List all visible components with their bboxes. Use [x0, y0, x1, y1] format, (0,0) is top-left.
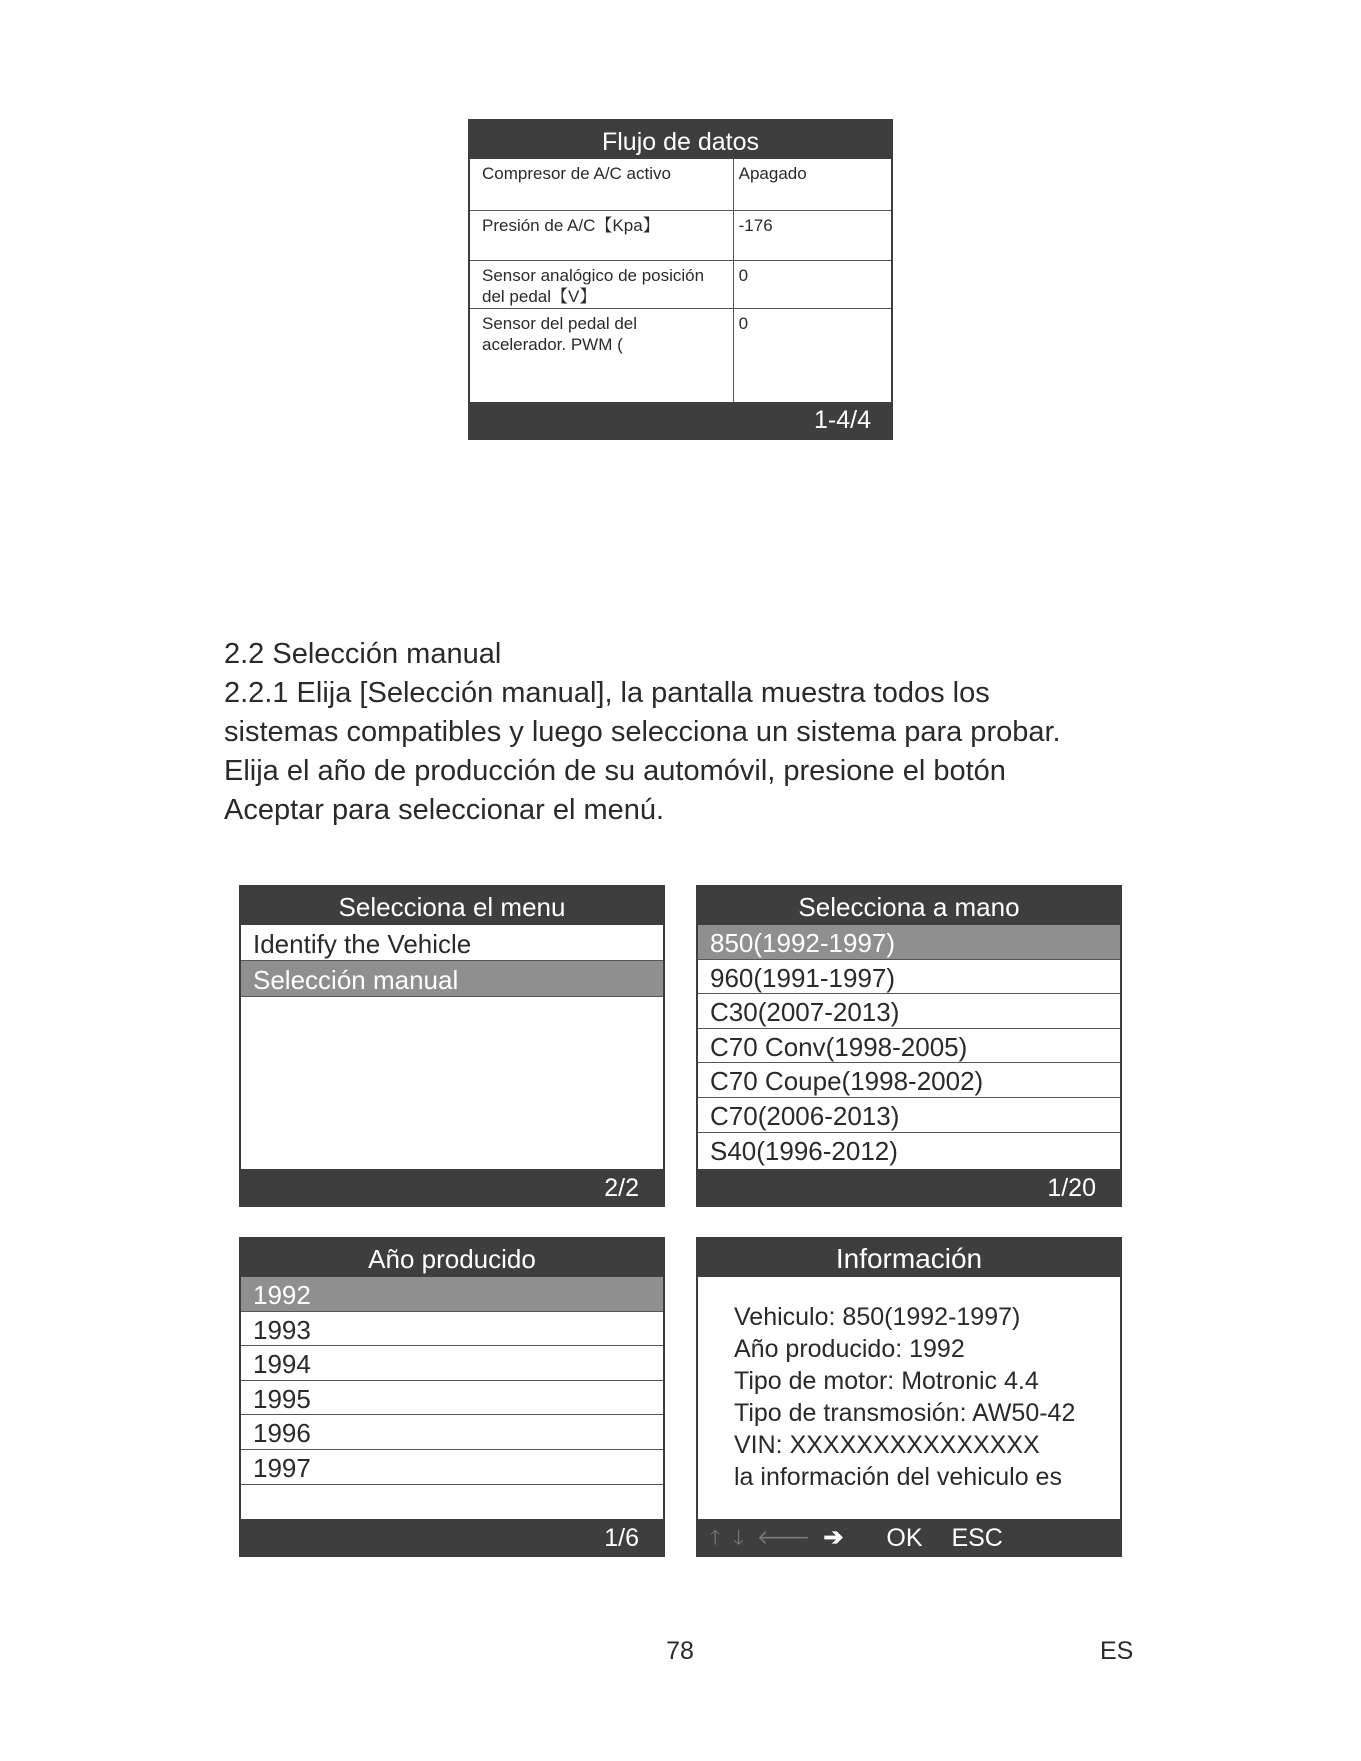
data-stream-table: [470, 159, 891, 402]
row-value: 0: [733, 260, 891, 308]
row-label: Presión de A/C【Kpa】: [470, 210, 733, 260]
row-label: Sensor del pedal del acelerador. PWM (: [482, 313, 638, 354]
list-item[interactable]: 1995: [241, 1381, 663, 1416]
info-footer: [698, 1519, 1120, 1555]
list-item[interactable]: C70 Conv(1998-2005): [698, 1029, 1120, 1064]
info-line: Año producido: 1992: [734, 1335, 965, 1363]
model-list: [698, 925, 1120, 1167]
year-title: Año producido: [241, 1239, 663, 1277]
list-item[interactable]: C70 Coupe(1998-2002): [698, 1063, 1120, 1098]
paragraph-line: 2.2.1 Elija [Selección manual], la pantalla muestra todos los: [224, 677, 990, 709]
arrow-left-icon[interactable]: 🡐: [756, 1527, 811, 1549]
list-item[interactable]: 850(1992-1997): [698, 925, 1120, 960]
list-item[interactable]: 960(1991-1997): [698, 960, 1120, 995]
select-menu-screen: [239, 885, 665, 1207]
year-page: 1/6: [241, 1519, 663, 1555]
menu-item-manual-selection[interactable]: Selección manual: [241, 961, 663, 997]
data-stream-page: 1-4/4: [470, 402, 891, 438]
table-row: [470, 159, 891, 210]
data-stream-screen: [468, 119, 893, 440]
info-line: Tipo de motor: Motronic 4.4: [734, 1367, 1039, 1395]
page-number: 78: [666, 1637, 694, 1665]
row-value: -176: [733, 210, 891, 260]
select-menu-page: 2/2: [241, 1169, 663, 1205]
list-item[interactable]: S40(1996-2012): [710, 1135, 898, 1166]
paragraph-line: Elija el año de producción de su automóvil, presione el botón: [224, 755, 1006, 787]
info-title: Información: [698, 1239, 1120, 1277]
select-menu-title: Selecciona el menu: [241, 887, 663, 925]
language-label: ES: [1100, 1637, 1134, 1665]
select-manual-screen: [696, 885, 1122, 1207]
row-label: Sensor analógico de posición del pedal【V】: [470, 260, 733, 308]
paragraph-line: Aceptar para seleccionar el menú.: [224, 794, 665, 826]
year-list: [241, 1277, 663, 1485]
table-row: [470, 308, 891, 402]
info-line: Tipo de transmosión: AW50-42: [734, 1399, 1076, 1427]
info-screen: [696, 1237, 1122, 1557]
info-line: la información del vehiculo es: [734, 1463, 1062, 1491]
list-item[interactable]: C70(2006-2013): [698, 1098, 1120, 1133]
menu-list: [241, 925, 663, 997]
select-manual-title: Selecciona a mano: [698, 887, 1120, 925]
info-line: Vehiculo: 850(1992-1997): [734, 1303, 1021, 1331]
list-item[interactable]: C30(2007-2013): [698, 994, 1120, 1029]
list-item[interactable]: 1997: [241, 1450, 663, 1485]
list-item[interactable]: 1992: [241, 1277, 663, 1312]
info-line: VIN: XXXXXXXXXXXXXXX: [734, 1431, 1040, 1459]
esc-button[interactable]: ESC: [951, 1524, 1003, 1552]
ok-button[interactable]: OK: [886, 1524, 923, 1552]
table-row: [470, 260, 891, 308]
row-value: Apagado: [733, 159, 891, 210]
menu-item-identify-vehicle[interactable]: Identify the Vehicle: [241, 925, 663, 961]
data-stream-title: Flujo de datos: [470, 121, 891, 159]
arrow-up-icon[interactable]: 🡑: [710, 1527, 721, 1549]
info-body: [734, 1301, 1116, 1493]
section-heading: 2.2 Selección manual: [224, 638, 502, 670]
row-label: Compresor de A/C activo: [470, 159, 733, 210]
select-manual-page: 1/20: [698, 1169, 1120, 1205]
body-paragraph: [224, 635, 1224, 830]
arrow-down-icon[interactable]: 🡓: [733, 1527, 744, 1549]
list-item[interactable]: 1993: [241, 1312, 663, 1347]
table-row: [470, 210, 891, 260]
list-item[interactable]: 1994: [241, 1346, 663, 1381]
list-item[interactable]: 1996: [241, 1415, 663, 1450]
arrow-right-icon[interactable]: ➔: [823, 1524, 844, 1551]
paragraph-line: sistemas compatibles y luego selecciona un sistema para probar.: [224, 716, 1061, 748]
row-value: 0: [733, 308, 891, 402]
year-screen: [239, 1237, 665, 1557]
